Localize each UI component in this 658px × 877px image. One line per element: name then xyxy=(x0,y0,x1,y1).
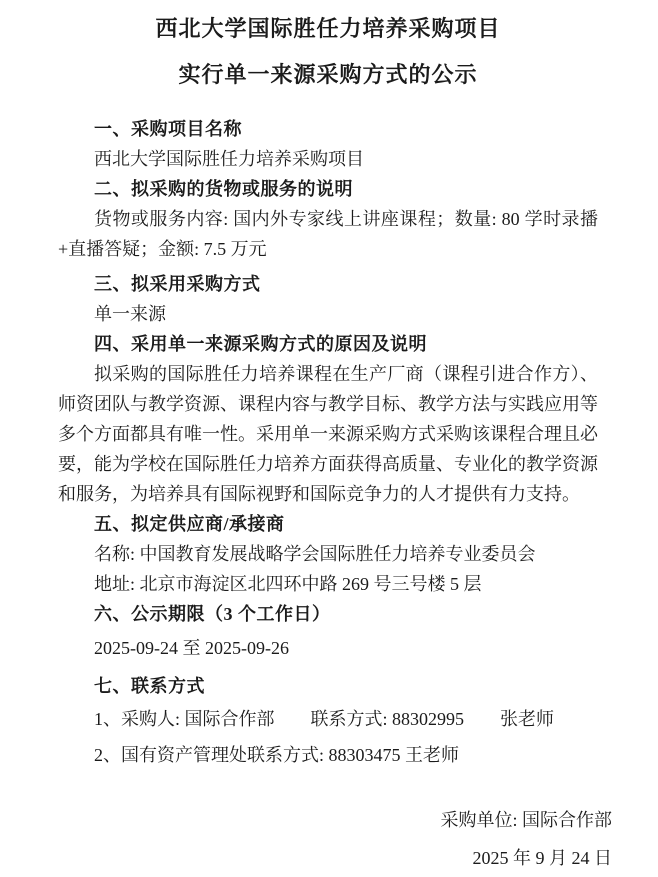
section-5-heading: 五、拟定供应商/承接商 xyxy=(94,514,285,534)
section-goods-description xyxy=(58,174,598,264)
section-3-paragraph: 单一来源 xyxy=(94,304,166,324)
section-single-source-reason xyxy=(58,329,598,509)
section-1-heading: 一、采购项目名称 xyxy=(94,119,242,139)
section-4-paragraph: 拟采购的国际胜任力培养课程在生产厂商（课程引进合作方）、师资团队与教学资源、课程内容与教学目标、教学方法与实践应用等多个方面都具有唯一性。采用单一来源采购方式采购该课程合理且必要，能为学校在国际胜任力培养方面获得高质量、专业化的教学资源和服务，为培养具有国际视野和国际竞争力的人才提供有力支持。 xyxy=(58,364,598,504)
section-4-heading: 四、采用单一来源采购方式的原因及说明 xyxy=(94,334,427,354)
notice-title-line2: 实行单一来源采购方式的公示 xyxy=(178,62,478,87)
supplier-name-line: 名称: 中国教育发展战略学会国际胜任力培养专业委员会 xyxy=(94,544,536,564)
signature-block xyxy=(58,801,612,877)
section-2-heading: 二、拟采购的货物或服务的说明 xyxy=(94,179,353,199)
section-project-name xyxy=(58,114,598,174)
section-6-heading: 六、公示期限（3 个工作日） xyxy=(94,604,331,624)
section-1-paragraph: 西北大学国际胜任力培养采购项目 xyxy=(94,149,364,169)
supplier-address-line: 地址: 北京市海淀区北四环中路 269 号三号楼 5 层 xyxy=(94,574,482,594)
section-publicity-period xyxy=(58,599,598,663)
contact-line-asset-management: 2、国有资产管理处联系方式: 88303475 王老师 xyxy=(94,745,459,765)
section-2-paragraph: 货物或服务内容: 国内外专家线上讲座课程；数量: 80 学时录播+直播答疑；金额: 7.5 万元 xyxy=(58,209,598,259)
section-contact-info xyxy=(58,671,598,773)
procuring-unit-line: 采购单位: 国际合作部 xyxy=(440,810,612,830)
notice-date-line: 2025 年 9 月 24 日 xyxy=(472,848,612,868)
section-proposed-supplier xyxy=(58,509,598,599)
publicity-period-dates: 2025-09-24 至 2025-09-26 xyxy=(94,638,289,658)
notice-title-line1: 西北大学国际胜任力培养采购项目 xyxy=(155,16,501,41)
section-procurement-method xyxy=(58,269,598,329)
contact-line-purchaser: 1、采购人: 国际合作部 联系方式: 88302995 张老师 xyxy=(94,709,554,729)
section-3-heading: 三、拟采用采购方式 xyxy=(94,274,261,294)
section-7-heading: 七、联系方式 xyxy=(94,676,205,696)
